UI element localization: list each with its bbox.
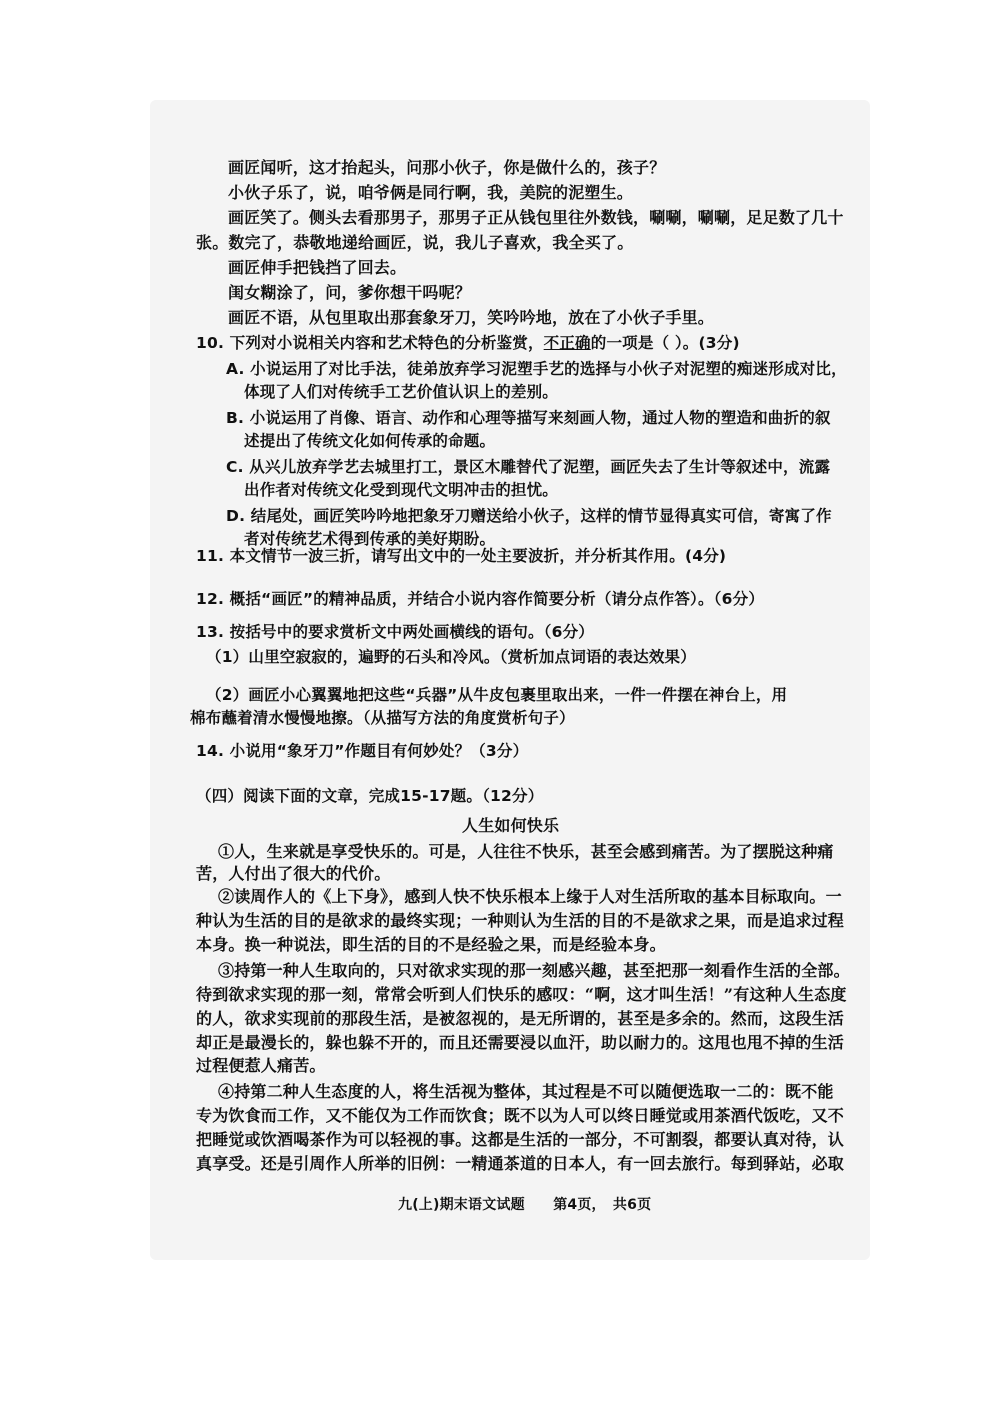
- question-13-item-2: （2）画匠小心翼翼地把这些“兵器”从牛皮包裹里取出来，一件一件摆在神台上，用: [206, 686, 788, 704]
- essay-line: 待到欲求实现的那一刻，常常会听到人们快乐的感叹：“啊，这才叫生活！”有这种人生态度: [196, 985, 847, 1004]
- question-14: 14. 小说用“象牙刀”作题目有何妙处？（3分）: [196, 742, 529, 760]
- story-line: 画匠笑了。侧头去看那男子，那男子正从钱包里往外数钱，唰唰，唰唰，足足数了几十: [228, 208, 844, 227]
- story-line: 画匠闻听，这才抬起头，问那小伙子，你是做什么的，孩子？: [228, 158, 666, 177]
- story-line: 画匠不语，从包里取出那套象牙刀，笑吟吟地，放在了小伙子手里。: [228, 308, 715, 327]
- story-line: 闺女糊涂了，问，爹你想干吗呢？: [228, 283, 472, 302]
- question-10-emphasis: 不正确: [543, 334, 591, 352]
- question-10-answer-bracket: 的一项是（ ）。(3分): [590, 334, 740, 352]
- essay-line: 过程便惹人痛苦。: [196, 1056, 326, 1075]
- essay-line: ①人，生来就是享受快乐的。可是，人往往不快乐，甚至会感到痛苦。为了摆脱这种痛: [218, 842, 834, 861]
- option-b-line2: 述提出了传统文化如何传承的命题。: [244, 432, 496, 450]
- page-footer: 九(上)期末语文试题 第4页， 共6页: [398, 1197, 652, 1213]
- essay-line: 把睡觉或饮酒喝茶作为可以轻视的事。这都是生活的一部分，不可割裂，都要认真对待，认: [196, 1130, 845, 1149]
- essay-line: 却正是最漫长的，躲也躲不开的，而且还需要浸以血汗，助以耐力的。这甩也甩不掉的生活: [196, 1033, 845, 1052]
- essay-line: ③持第一种人生取向的，只对欲求实现的那一刻感兴趣，甚至把那一刻看作生活的全部。: [218, 961, 850, 980]
- essay-line: 专为饮食而工作，又不能仅为工作而饮食；既不以为人可以终日睡觉或用茶酒代饭吃，又不: [196, 1106, 845, 1125]
- question-10-stem: [196, 333, 740, 353]
- option-b-line1: B. 小说运用了肖像、语言、动作和心理等描写来刻画人物，通过人物的塑造和曲折的叙: [226, 409, 831, 427]
- essay-line: 的人，欲求实现前的那段生活，是被忽视的，是无所谓的，甚至是多余的。然而，这段生活: [196, 1009, 845, 1028]
- essay-line: 本身。换一种说法，即生活的目的不是经验之果，而是经验本身。: [196, 935, 666, 954]
- story-line: 张。数完了，恭敬地递给画匠，说，我儿子喜欢，我全买了。: [196, 233, 634, 252]
- story-line: 画匠伸手把钱挡了回去。: [228, 258, 407, 277]
- option-d-line2: 者对传统艺术得到传承的美好期盼。: [244, 530, 496, 548]
- story-line: 小伙子乐了，说，咱爷俩是同行啊，我，美院的泥塑生。: [228, 183, 634, 202]
- question-12: 12. 概括“画匠”的精神品质，并结合小说内容作简要分析（请分点作答）。（6分）: [196, 590, 765, 608]
- question-10-stem-text: 10. 下列对小说相关内容和艺术特色的分析鉴赏，: [196, 334, 544, 352]
- question-13-item-2-cont: 棉布蘸着清水慢慢地擦。（从描写方法的角度赏析句子）: [190, 709, 575, 727]
- essay-title: 人生如何快乐: [462, 816, 560, 835]
- essay-line: 种认为生活的目的是欲求的最终实现；一种则认为生活的目的不是欲求之果，而是追求过程: [196, 911, 845, 930]
- essay-line: 真享受。还是引周作人所举的旧例：一精通茶道的日本人，有一回去旅行。每到驿站，必取: [196, 1154, 845, 1173]
- option-c-line2: 出作者对传统文化受到现代文明冲击的担忧。: [244, 481, 559, 499]
- question-13-stem: 13. 按括号中的要求赏析文中两处画横线的语句。（6分）: [196, 623, 594, 641]
- option-a-line2: 体现了人们对传统手工艺价值认识上的差别。: [244, 383, 559, 401]
- question-11: 11. 本文情节一波三折，请写出文中的一处主要波折，并分析其作用。(4分): [196, 547, 727, 565]
- essay-line: ④持第二种人生态度的人，将生活视为整体，其过程是不可以随便选取一二的：既不能: [218, 1082, 834, 1101]
- essay-line: 苦，人付出了很大的代价。: [196, 864, 391, 883]
- option-c-line1: C. 从兴儿放弃学艺去城里打工，景区木雕替代了泥塑，画匠失去了生计等叙述中，流露: [226, 458, 831, 476]
- question-13-item-1: （1）山里空寂寂的，遍野的石头和冷风。（赏析加点词语的表达效果）: [206, 648, 696, 666]
- section-4-heading: （四）阅读下面的文章，完成15-17题。（12分）: [196, 787, 544, 805]
- essay-line: ②读周作人的《上下身》，感到人快不快乐根本上缘于人对生活所取的基本目标取向。一: [218, 887, 842, 906]
- option-a-line1: A. 小说运用了对比手法，徒弟放弃学习泥塑手艺的选择与小伙子对泥塑的痴迷形成对比，: [226, 360, 847, 378]
- option-d-line1: D. 结尾处，画匠笑吟吟地把象牙刀赠送给小伙子，这样的情节显得真实可信，寄寓了作: [226, 507, 832, 525]
